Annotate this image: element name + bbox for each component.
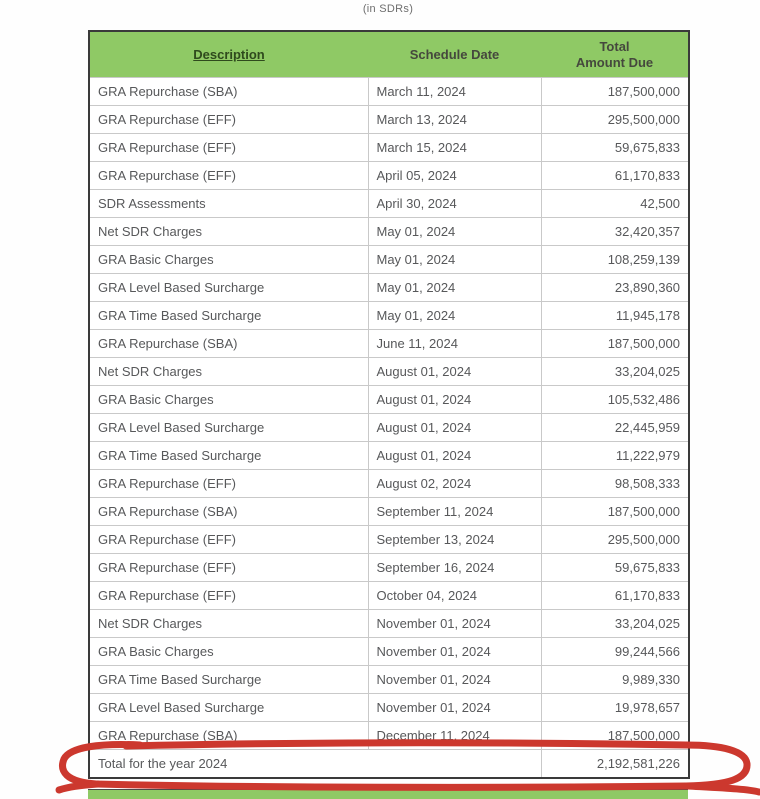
schedule-date-cell: September 11, 2024 <box>368 498 541 526</box>
description-cell: Net SDR Charges <box>89 358 368 386</box>
amount-cell: 19,978,657 <box>541 694 689 722</box>
amount-cell: 33,204,025 <box>541 358 689 386</box>
description-cell: Net SDR Charges <box>89 218 368 246</box>
table-row <box>89 134 689 162</box>
amount-cell: 295,500,000 <box>541 106 689 134</box>
table-row <box>89 190 689 218</box>
description-cell: GRA Time Based Surcharge <box>89 666 368 694</box>
amount-cell: 108,259,139 <box>541 246 689 274</box>
amount-cell: 61,170,833 <box>541 162 689 190</box>
schedule-date-cell: November 01, 2024 <box>368 666 541 694</box>
schedule-date-cell: October 04, 2024 <box>368 582 541 610</box>
description-cell: GRA Repurchase (EFF) <box>89 162 368 190</box>
amount-cell: 99,244,566 <box>541 638 689 666</box>
description-cell: GRA Level Based Surcharge <box>89 694 368 722</box>
description-cell: GRA Level Based Surcharge <box>89 274 368 302</box>
description-cell: GRA Repurchase (EFF) <box>89 554 368 582</box>
description-cell: GRA Level Based Surcharge <box>89 414 368 442</box>
table-row <box>89 498 689 526</box>
schedule-date-cell: August 01, 2024 <box>368 386 541 414</box>
schedule-date-cell: March 15, 2024 <box>368 134 541 162</box>
description-cell: GRA Time Based Surcharge <box>89 302 368 330</box>
amount-cell: 105,532,486 <box>541 386 689 414</box>
amount-cell: 32,420,357 <box>541 218 689 246</box>
total-row <box>89 750 689 779</box>
table-row <box>89 414 689 442</box>
amount-cell: 59,675,833 <box>541 134 689 162</box>
units-caption: (in SDRs) <box>362 3 414 15</box>
table-row <box>89 526 689 554</box>
table-row <box>89 722 689 750</box>
table-row <box>89 554 689 582</box>
table-row <box>89 330 689 358</box>
schedule-date-cell: May 01, 2024 <box>368 274 541 302</box>
schedule-date-cell: August 01, 2024 <box>368 414 541 442</box>
amount-cell: 11,222,979 <box>541 442 689 470</box>
amount-cell: 22,445,959 <box>541 414 689 442</box>
column-header-total-amount-due <box>541 31 689 78</box>
amount-cell: 11,945,178 <box>541 302 689 330</box>
table-row <box>89 162 689 190</box>
schedule-date-cell: September 13, 2024 <box>368 526 541 554</box>
total-label: Total for the year 2024 <box>89 750 541 779</box>
schedule-date-cell: September 16, 2024 <box>368 554 541 582</box>
table-row <box>89 218 689 246</box>
schedule-table <box>88 30 690 779</box>
table-body <box>89 78 689 750</box>
column-header-total-line1: Total <box>599 38 630 54</box>
description-cell: GRA Repurchase (EFF) <box>89 582 368 610</box>
description-cell: GRA Repurchase (EFF) <box>89 106 368 134</box>
amount-cell: 295,500,000 <box>541 526 689 554</box>
schedule-date-cell: June 11, 2024 <box>368 330 541 358</box>
schedule-date-cell: December 11, 2024 <box>368 722 541 750</box>
schedule-date-cell: April 30, 2024 <box>368 190 541 218</box>
table-row <box>89 106 689 134</box>
column-header-total-line2: Amount Due <box>575 54 654 70</box>
description-cell: GRA Repurchase (SBA) <box>89 330 368 358</box>
table-row <box>89 246 689 274</box>
table-row <box>89 302 689 330</box>
schedule-date-cell: November 01, 2024 <box>368 638 541 666</box>
amount-cell: 187,500,000 <box>541 330 689 358</box>
amount-cell: 42,500 <box>541 190 689 218</box>
description-cell: Net SDR Charges <box>89 610 368 638</box>
table-row <box>89 638 689 666</box>
table-row <box>89 78 689 106</box>
total-amount: 2,192,581,226 <box>541 750 689 779</box>
table-row <box>89 470 689 498</box>
table-row <box>89 442 689 470</box>
amount-cell: 187,500,000 <box>541 498 689 526</box>
amount-cell: 9,989,330 <box>541 666 689 694</box>
description-cell: GRA Basic Charges <box>89 246 368 274</box>
description-cell: GRA Basic Charges <box>89 386 368 414</box>
schedule-date-cell: April 05, 2024 <box>368 162 541 190</box>
amount-cell: 33,204,025 <box>541 610 689 638</box>
amount-cell: 98,508,333 <box>541 470 689 498</box>
description-cell: GRA Repurchase (SBA) <box>89 722 368 750</box>
amount-cell: 59,675,833 <box>541 554 689 582</box>
next-table-header-strip <box>88 789 688 799</box>
schedule-date-cell: November 01, 2024 <box>368 610 541 638</box>
amount-cell: 187,500,000 <box>541 78 689 106</box>
amount-cell: 23,890,360 <box>541 274 689 302</box>
description-cell: GRA Repurchase (SBA) <box>89 78 368 106</box>
table-row <box>89 274 689 302</box>
table-row <box>89 358 689 386</box>
description-cell: GRA Repurchase (EFF) <box>89 134 368 162</box>
amount-cell: 61,170,833 <box>541 582 689 610</box>
schedule-date-cell: August 01, 2024 <box>368 358 541 386</box>
description-cell: GRA Repurchase (EFF) <box>89 526 368 554</box>
schedule-date-cell: May 01, 2024 <box>368 302 541 330</box>
table-footer <box>89 750 689 779</box>
table-row <box>89 386 689 414</box>
description-cell: GRA Repurchase (SBA) <box>89 498 368 526</box>
column-header-description-cell <box>89 31 368 78</box>
table-row <box>89 610 689 638</box>
schedule-date-cell: May 01, 2024 <box>368 218 541 246</box>
schedule-date-cell: August 02, 2024 <box>368 470 541 498</box>
description-cell: GRA Repurchase (EFF) <box>89 470 368 498</box>
column-header-schedule-date: Schedule Date <box>368 31 541 78</box>
schedule-date-cell: May 01, 2024 <box>368 246 541 274</box>
header-row <box>89 31 689 78</box>
table-header <box>89 31 689 78</box>
amount-cell: 187,500,000 <box>541 722 689 750</box>
red-overshoot-right <box>688 786 759 792</box>
description-cell: GRA Basic Charges <box>89 638 368 666</box>
schedule-date-cell: March 13, 2024 <box>368 106 541 134</box>
schedule-date-cell: March 11, 2024 <box>368 78 541 106</box>
schedule-date-cell: August 01, 2024 <box>368 442 541 470</box>
table-row <box>89 694 689 722</box>
schedule-date-cell: November 01, 2024 <box>368 694 541 722</box>
table-row <box>89 582 689 610</box>
column-header-description-link[interactable]: Description <box>193 47 265 62</box>
description-cell: GRA Time Based Surcharge <box>89 442 368 470</box>
description-cell: SDR Assessments <box>89 190 368 218</box>
table-row <box>89 666 689 694</box>
